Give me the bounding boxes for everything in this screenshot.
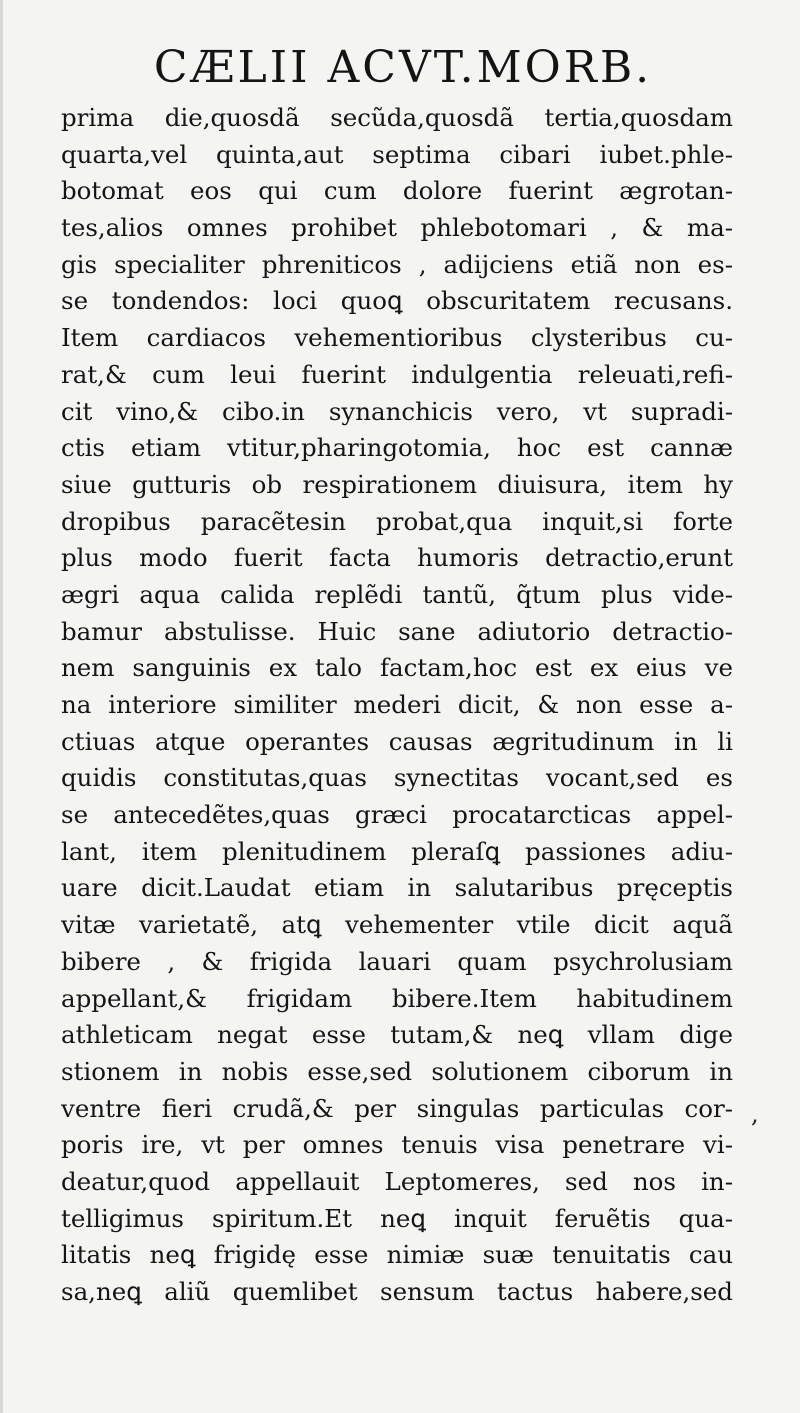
text-line: rat,& cum leui fuerint indulgentia releuati,refi- — [61, 359, 733, 389]
text-line: sa,neꝗ aliũ quemlibet sensum tactus habere,sed — [61, 1277, 733, 1306]
text-line: vitæ varietatẽ, atꝗ vehementer vtile dicit aquã — [61, 910, 733, 940]
text-line: botomat eos qui cum dolore fuerint ægrotan- — [61, 176, 733, 206]
text-line: ventre fieri crudã,& per singulas particulas cor- — [61, 1093, 733, 1123]
text-block — [61, 100, 733, 1311]
margin-mark: , — [751, 1100, 759, 1128]
text-line: prima die,quosdã secũda,quosdã tertia,quosdam — [61, 103, 733, 132]
text-line: ægri aqua calida replẽdi tantũ, q̃tum plus vide- — [61, 579, 733, 609]
text-line: siue gutturis ob respirationem diuisura, item hy — [61, 469, 733, 499]
text-line: ctiuas atque operantes causas ægritudinum in li — [61, 726, 733, 756]
running-head: CÆLII ACVT.MORB. — [153, 42, 653, 93]
text-line: lant, item plenitudinem pleraſꝗ passiones adiu- — [61, 836, 733, 866]
text-line: na interiore similiter mederi dicit, & non esse a- — [61, 690, 733, 719]
text-line: uare dicit.Laudat etiam in salutaribus pręceptis — [61, 873, 733, 903]
text-line: gis specialiter phreniticos , adijciens etiã non es- — [61, 249, 733, 279]
text-line: bamur abstulisse. Huic sane adiutorio detractio- — [61, 616, 733, 646]
text-line: dropibus paracẽtesin probat,qua inquit,si forte — [61, 506, 733, 536]
text-line: telligimus spiritum.Et neꝗ inquit feruẽtis qua- — [61, 1203, 733, 1233]
text-line: litatis neꝗ frigidę esse nimiæ suæ tenuitatis cau — [61, 1240, 733, 1270]
text-line: deatur,quod appellauit Leptomeres, sed nos in- — [61, 1166, 733, 1196]
text-line: appellant,& frigidam bibere.Item habitudinem — [61, 983, 733, 1013]
text-line: tes,alios omnes prohibet phlebotomari , & ma- — [61, 213, 733, 243]
text-line: athleticam negat esse tutam,& neꝗ vllam dige — [61, 1020, 733, 1050]
text-line: se tondendos: loci quoꝗ obscuritatem recusans. — [61, 286, 733, 316]
text-line: se antecedẽtes,quas græci procatarcticas appel- — [61, 800, 733, 830]
text-line: quidis constitutas,quas synectitas vocant,sed es — [61, 763, 733, 793]
text-line: poris ire, vt per omnes tenuis visa penetrare vi- — [61, 1130, 733, 1160]
text-line: plus modo fuerit facta humoris detractio,erunt — [61, 543, 733, 573]
text-line: ctis etiam vtitur,pharingotomia, hoc est cannæ — [61, 433, 733, 463]
text-line: nem sanguinis ex talo factam,hoc est ex eius ve — [61, 653, 733, 683]
text-line: stionem in nobis esse,sed solutionem ciborum in — [61, 1056, 733, 1086]
text-line: quarta,vel quinta,aut septima cibari iubet.phle- — [61, 139, 733, 169]
text-line: Item cardiacos vehementioribus clysteribus cu- — [61, 323, 733, 353]
text-line: bibere , & frigida lauari quam psychrolusiam — [61, 946, 733, 976]
text-line: cit vino,& cibo.in synanchicis vero, vt supradi- — [61, 396, 733, 426]
